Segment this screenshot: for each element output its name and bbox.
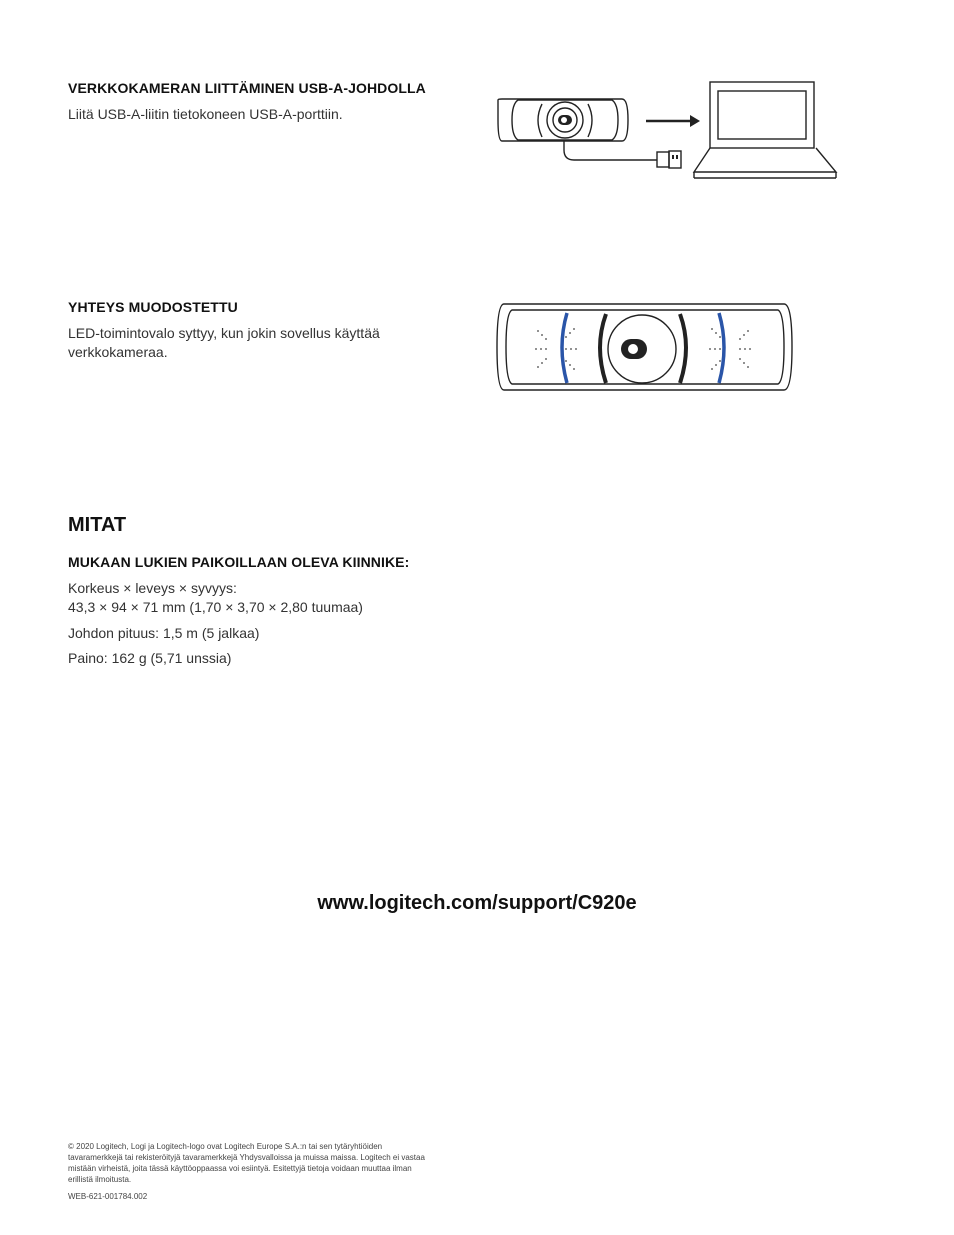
connected-heading: YHTEYS MUODOSTETTU bbox=[68, 299, 238, 315]
dimensions-weight: Paino: 162 g (5,71 unssia) bbox=[68, 650, 232, 666]
support-url[interactable]: www.logitech.com/support/C920e bbox=[317, 892, 637, 914]
dimensions-title: MITAT bbox=[68, 514, 127, 536]
led-left-arc bbox=[562, 313, 567, 383]
webcam-to-laptop-illustration bbox=[494, 80, 839, 182]
arrow-right-icon bbox=[646, 115, 700, 127]
dimensions-cable: Johdon pituus: 1,5 m (5 jalkaa) bbox=[68, 625, 260, 641]
document-number: WEB-621-001784.002 bbox=[68, 1192, 148, 1201]
legal-line2: tavaramerkkejä tai rekisteröityjä tavaramerkkejä Yhdysvalloissa ja muissa maissa. Logitech ei vastaa bbox=[68, 1153, 425, 1162]
legal-line4: erillistä ilmoitusta. bbox=[68, 1175, 132, 1184]
connect-text: Liitä USB-A-liitin tietokoneen USB-A-porttiin. bbox=[68, 106, 343, 122]
dimensions-size-value: 43,3 × 94 × 71 mm (1,70 × 3,70 × 2,80 tuumaa) bbox=[68, 599, 363, 615]
legal-line1: © 2020 Logitech, Logi ja Logitech-logo ovat Logitech Europe S.A.:n tai sen tytäryhtiöiden bbox=[68, 1142, 383, 1151]
led-right-arc bbox=[719, 313, 724, 383]
connected-text-line1: LED-toimintovalo syttyy, kun jokin sovellus käyttää bbox=[68, 325, 380, 341]
connect-heading: VERKKOKAMERAN LIITTÄMINEN USB-A-JOHDOLLA bbox=[68, 80, 426, 96]
usb-a-plug-icon bbox=[657, 151, 681, 168]
dimensions-size-label: Korkeus × leveys × syvyys: bbox=[68, 580, 237, 596]
laptop-illustration bbox=[694, 82, 836, 178]
connected-text-line2: verkkokameraa. bbox=[68, 344, 168, 360]
webcam-illustration bbox=[498, 99, 657, 160]
webcam-led-illustration bbox=[494, 301, 796, 394]
dimensions-subheading: MUKAAN LUKIEN PAIKOILLAAN OLEVA KIINNIKE: bbox=[68, 554, 410, 570]
legal-line3: mistään virheistä, joita tässä käyttöoppaassa voi esiintyä. Esitettyjä tietoja voidaan muuttaa ilman bbox=[68, 1164, 412, 1173]
